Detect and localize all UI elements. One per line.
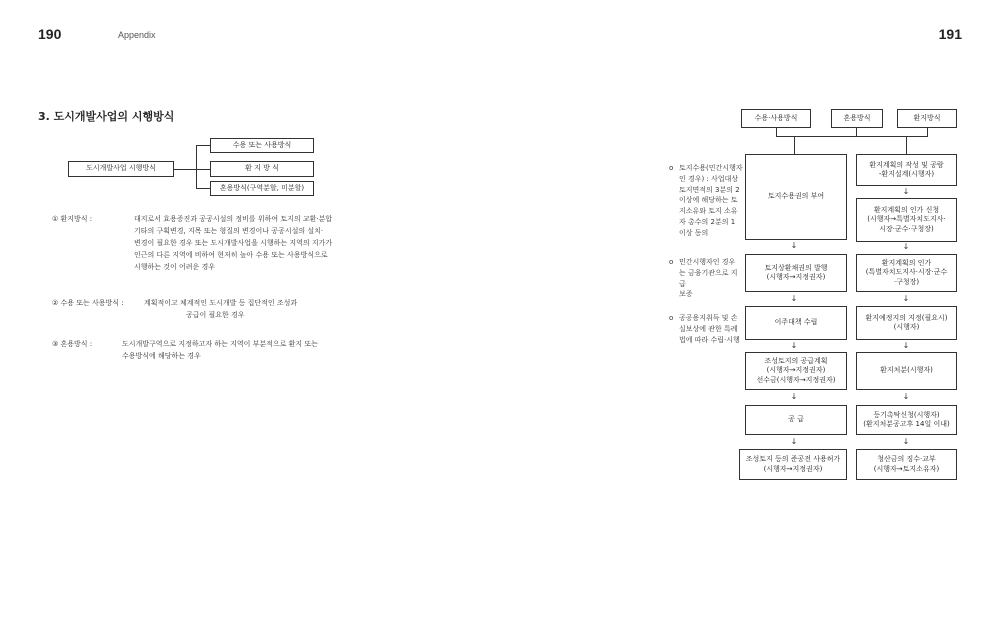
side-note: [669, 163, 743, 239]
flow-step-box: 환지계획의 인가 신청 (시행자→특별자치도지사· 시장·군수·구청장): [856, 198, 957, 242]
note-bullet: o: [669, 164, 674, 172]
paragraph-line: 인근의 다른 지역에 비하여 현저히 높아 수용 또는 사용방식으로: [134, 251, 328, 259]
tree-connector: [196, 145, 197, 189]
paragraph-expropriation: [52, 297, 297, 321]
note-bullet: o: [669, 258, 674, 266]
flow-step-box: 환지계획의 작성 및 공람 -환지설계(시행자): [856, 154, 957, 186]
paragraph-label: ① 환지방식 :: [52, 215, 93, 223]
running-title: Appendix: [118, 30, 156, 40]
note-text: 민간시행자인 경우 는 금융기관으로 지급 보증: [679, 258, 738, 299]
flow-step-box: 환지예정지의 지정(필요시) (시행자): [856, 306, 957, 340]
paragraph-line: 시행하는 것이 어려운 경우: [134, 263, 216, 271]
down-arrow-icon: ↓: [902, 437, 910, 446]
left-page-number: 190: [38, 26, 62, 42]
flow-step-box: 등기촉탁신청(시행자) (환지처분공고후 14일 이내): [856, 405, 957, 435]
paragraph-land-readjustment: [52, 213, 332, 273]
paragraph-line: 공급이 필요한 경우: [186, 311, 245, 319]
tree-connector: [174, 169, 196, 170]
flow-step-box: 조성토지의 공급계획 (시행자→지정권자) 선수금(시행자→지정권자): [745, 352, 847, 390]
down-arrow-icon: ↓: [902, 341, 910, 350]
paragraph-mixed-method: [52, 338, 318, 362]
flow-header-mixed: 혼용방식: [831, 109, 883, 128]
down-arrow-icon: ↓: [790, 241, 798, 250]
down-arrow-icon: ↓: [790, 392, 798, 401]
note-bullet: o: [669, 314, 674, 322]
tree-child-box: 혼용방식(구역분할, 미분할): [210, 181, 314, 196]
paragraph-line: 계획적이고 체계적인 도시개발 등 집단적인 조성과: [144, 299, 298, 307]
flow-connector: [927, 128, 928, 136]
side-note: [669, 257, 743, 300]
down-arrow-icon: ↓: [790, 341, 798, 350]
flow-step-box: 이주대책 수립: [745, 306, 847, 340]
note-text: 공공용지취득 및 손 실보상에 관한 특례 법에 따라 수립·시행: [679, 314, 740, 344]
paragraph-label: ② 수용 또는 사용방식 :: [52, 299, 124, 307]
side-note: [669, 313, 743, 345]
down-arrow-icon: ↓: [790, 294, 798, 303]
tree-root-box: 도시개발사업 시행방식: [68, 161, 174, 177]
section-title: 3. 도시개발사업의 시행방식: [38, 110, 175, 123]
down-arrow-icon: ↓: [902, 392, 910, 401]
flow-connector: [794, 136, 795, 154]
flow-header-expropriation: 수용·사용방식: [741, 109, 811, 128]
flow-step-box: 공 급: [745, 405, 847, 435]
tree-child-box: 수용 또는 사용방식: [210, 138, 314, 153]
tree-connector: [196, 145, 210, 146]
flow-step-box: 청산금의 징수·교부 (시행자→토지소유자): [856, 449, 957, 480]
note-text: 토지수용(민간시행자 인 경우) : 사업대상 토지면적의 3분의 2 이상에 해당하는 토 지소유와 토지 소유 자 총수의 2분의 1 이상 동의: [679, 164, 743, 237]
tree-child-box: 환 지 방 식: [210, 161, 314, 177]
tree-connector: [196, 169, 210, 170]
flow-step-box: 토지상환채권의 발행 (시행자→지정권자): [745, 254, 847, 292]
tree-connector: [196, 188, 210, 189]
flow-connector: [856, 128, 857, 136]
down-arrow-icon: ↓: [902, 187, 910, 196]
down-arrow-icon: ↓: [902, 294, 910, 303]
flow-step-box: 토지수용권의 부여: [745, 154, 847, 240]
right-page-number: 191: [938, 26, 962, 42]
paragraph-line: 변경이 필요한 경우 또는 도시개발사업을 시행하는 지역의 지가가: [134, 239, 333, 247]
flow-step-box: 조성토지 등의 준공전 사용허가 (시행자→지정권자): [739, 449, 847, 480]
flow-step-box: 환지처분(시행자): [856, 352, 957, 390]
flow-connector: [776, 128, 777, 136]
flow-header-readjustment: 환지방식: [897, 109, 957, 128]
paragraph-line: 대지로서 효용증진과 공공시설의 정비를 위하여 토지의 교환·분합: [134, 215, 333, 223]
paragraph-line: 기타의 구획변경, 지목 또는 형질의 변경이나 공공시설의 설치·: [134, 227, 324, 235]
paragraph-line: 수용방식에 해당하는 경우: [122, 352, 201, 360]
flow-connector: [906, 136, 907, 154]
flow-step-box: 환지계획의 인가 (특별자치도지사·시장·군수 ·구청장): [856, 254, 957, 292]
paragraph-label: ③ 혼용방식 :: [52, 340, 93, 348]
down-arrow-icon: ↓: [902, 242, 910, 251]
down-arrow-icon: ↓: [790, 437, 798, 446]
paragraph-line: 도시개발구역으로 지정하고자 하는 지역이 부분적으로 환지 또는: [122, 340, 318, 348]
